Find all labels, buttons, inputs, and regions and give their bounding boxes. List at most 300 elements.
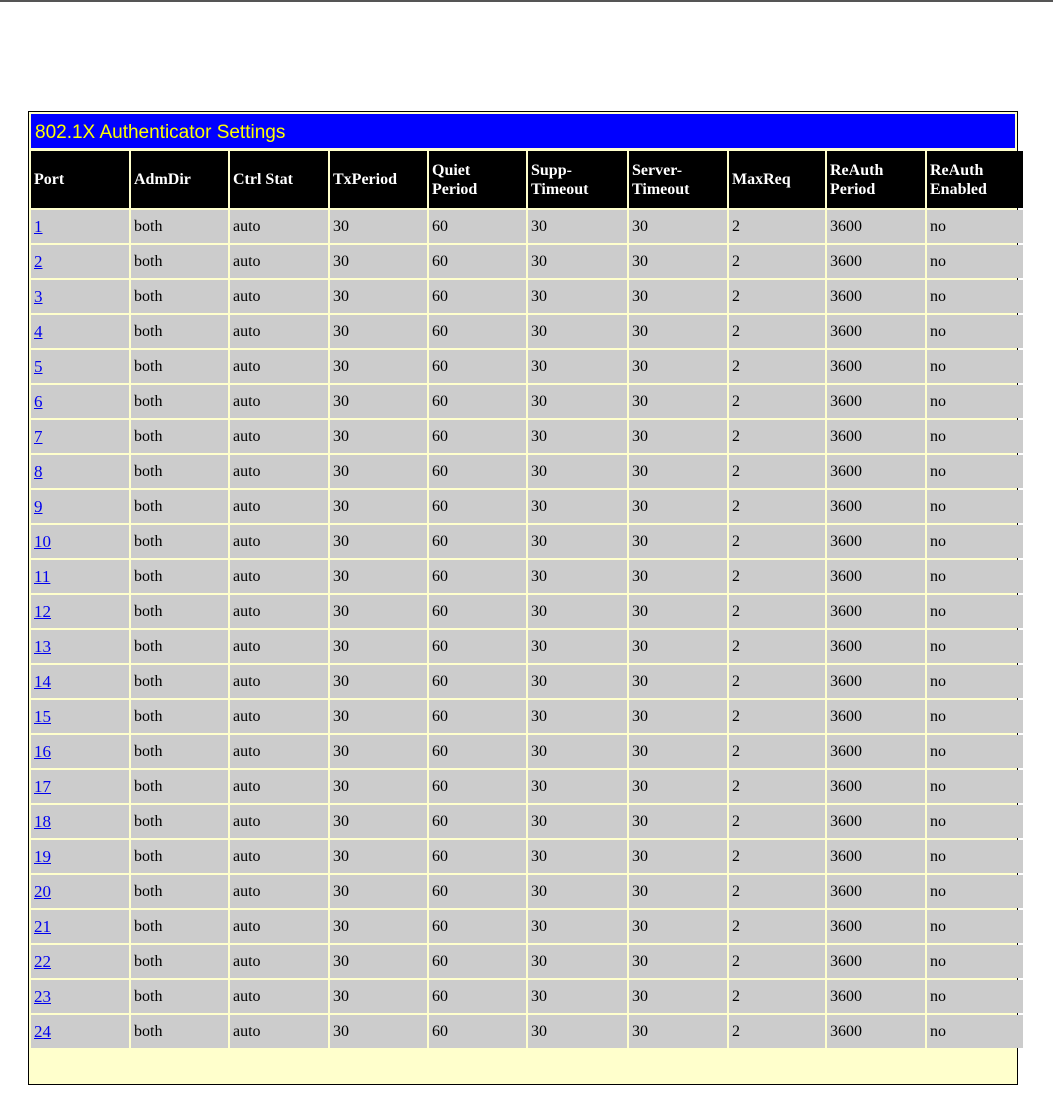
port-link[interactable]: 13 — [34, 636, 51, 656]
ctrl-stat-cell: auto — [230, 210, 328, 243]
quiet-period-cell: 60 — [429, 595, 526, 628]
ctrl-stat-cell: auto — [230, 595, 328, 628]
table-row — [31, 385, 1023, 418]
server-timeout-cell: 30 — [629, 210, 727, 243]
maxreq-cell: 2 — [729, 385, 825, 418]
port-link[interactable]: 10 — [34, 531, 51, 551]
supp-timeout-cell: 30 — [528, 840, 627, 873]
port-cell — [31, 245, 129, 278]
ctrl-stat-cell: auto — [230, 665, 328, 698]
port-cell — [31, 770, 129, 803]
table-row — [31, 595, 1023, 628]
admdir-cell: both — [131, 385, 228, 418]
reauth-enabled-cell: no — [927, 455, 1023, 488]
ctrl-stat-cell: auto — [230, 910, 328, 943]
port-cell — [31, 840, 129, 873]
port-link[interactable]: 16 — [34, 741, 51, 761]
txperiod-cell: 30 — [330, 945, 427, 978]
maxreq-cell: 2 — [729, 875, 825, 908]
ctrl-stat-cell: auto — [230, 560, 328, 593]
port-link[interactable]: 18 — [34, 811, 51, 831]
txperiod-cell: 30 — [330, 490, 427, 523]
supp-timeout-cell: 30 — [528, 1015, 627, 1048]
quiet-period-cell: 60 — [429, 245, 526, 278]
ctrl-stat-cell: auto — [230, 630, 328, 663]
supp-timeout-cell: 30 — [528, 770, 627, 803]
port-cell — [31, 525, 129, 558]
server-timeout-cell: 30 — [629, 350, 727, 383]
supp-timeout-cell: 30 — [528, 735, 627, 768]
admdir-cell: both — [131, 490, 228, 523]
quiet-period-cell: 60 — [429, 1015, 526, 1048]
server-timeout-cell: 30 — [629, 630, 727, 663]
port-cell — [31, 350, 129, 383]
reauth-enabled-cell: no — [927, 910, 1023, 943]
quiet-period-cell: 60 — [429, 735, 526, 768]
quiet-period-cell: 60 — [429, 910, 526, 943]
supp-timeout-cell: 30 — [528, 210, 627, 243]
reauth-period-cell: 3600 — [827, 490, 925, 523]
txperiod-cell: 30 — [330, 280, 427, 313]
port-link[interactable]: 11 — [34, 566, 51, 586]
supp-timeout-cell: 30 — [528, 490, 627, 523]
supp-timeout-cell: 30 — [528, 875, 627, 908]
server-timeout-cell: 30 — [629, 560, 727, 593]
ctrl-stat-cell: auto — [230, 385, 328, 418]
port-link[interactable]: 14 — [34, 671, 51, 691]
reauth-enabled-cell: no — [927, 665, 1023, 698]
table-row — [31, 980, 1023, 1013]
quiet-period-cell: 60 — [429, 525, 526, 558]
port-link[interactable]: 12 — [34, 601, 51, 621]
txperiod-cell: 30 — [330, 315, 427, 348]
ctrl-stat-cell: auto — [230, 245, 328, 278]
reauth-enabled-cell: no — [927, 630, 1023, 663]
port-link[interactable]: 3 — [34, 286, 43, 306]
txperiod-cell: 30 — [330, 525, 427, 558]
ctrl-stat-cell: auto — [230, 875, 328, 908]
maxreq-cell: 2 — [729, 735, 825, 768]
admdir-cell: both — [131, 525, 228, 558]
maxreq-cell: 2 — [729, 805, 825, 838]
server-timeout-cell: 30 — [629, 385, 727, 418]
supp-timeout-cell: 30 — [528, 455, 627, 488]
reauth-enabled-cell: no — [927, 245, 1023, 278]
admdir-cell: both — [131, 350, 228, 383]
ctrl-stat-cell: auto — [230, 945, 328, 978]
quiet-period-cell: 60 — [429, 630, 526, 663]
quiet-period-cell: 60 — [429, 875, 526, 908]
quiet-period-cell: 60 — [429, 945, 526, 978]
maxreq-cell: 2 — [729, 210, 825, 243]
maxreq-cell: 2 — [729, 630, 825, 663]
admdir-cell: both — [131, 980, 228, 1013]
reauth-period-cell: 3600 — [827, 805, 925, 838]
ctrl-stat-cell: auto — [230, 980, 328, 1013]
table-row — [31, 805, 1023, 838]
maxreq-cell: 2 — [729, 490, 825, 523]
server-timeout-cell: 30 — [629, 525, 727, 558]
quiet-period-cell: 60 — [429, 805, 526, 838]
reauth-enabled-cell: no — [927, 420, 1023, 453]
maxreq-cell: 2 — [729, 595, 825, 628]
port-cell — [31, 630, 129, 663]
supp-timeout-cell: 30 — [528, 910, 627, 943]
supp-timeout-cell: 30 — [528, 280, 627, 313]
port-cell — [31, 700, 129, 733]
col-ctrl-stat-header: Ctrl Stat — [230, 151, 328, 208]
server-timeout-cell: 30 — [629, 945, 727, 978]
table-row — [31, 280, 1023, 313]
txperiod-cell: 30 — [330, 910, 427, 943]
supp-timeout-cell: 30 — [528, 805, 627, 838]
admdir-cell: both — [131, 280, 228, 313]
maxreq-cell: 2 — [729, 455, 825, 488]
quiet-period-cell: 60 — [429, 980, 526, 1013]
reauth-period-cell: 3600 — [827, 350, 925, 383]
admdir-cell: both — [131, 210, 228, 243]
reauth-enabled-cell: no — [927, 840, 1023, 873]
table-row — [31, 665, 1023, 698]
supp-timeout-cell: 30 — [528, 315, 627, 348]
ctrl-stat-cell: auto — [230, 770, 328, 803]
panel-title: 802.1X Authenticator Settings — [31, 114, 1015, 148]
table-row — [31, 875, 1023, 908]
maxreq-cell: 2 — [729, 315, 825, 348]
reauth-period-cell: 3600 — [827, 525, 925, 558]
reauth-period-cell: 3600 — [827, 630, 925, 663]
supp-timeout-cell: 30 — [528, 595, 627, 628]
maxreq-cell: 2 — [729, 910, 825, 943]
txperiod-cell: 30 — [330, 210, 427, 243]
reauth-period-cell: 3600 — [827, 595, 925, 628]
col-quiet-period-header: Quiet Period — [429, 151, 526, 208]
txperiod-cell: 30 — [330, 840, 427, 873]
reauth-period-cell: 3600 — [827, 455, 925, 488]
port-cell — [31, 910, 129, 943]
table-row — [31, 560, 1023, 593]
ctrl-stat-cell: auto — [230, 700, 328, 733]
authenticator-settings-panel — [28, 111, 1018, 1085]
quiet-period-cell: 60 — [429, 210, 526, 243]
server-timeout-cell: 30 — [629, 875, 727, 908]
reauth-enabled-cell: no — [927, 805, 1023, 838]
supp-timeout-cell: 30 — [528, 385, 627, 418]
quiet-period-cell: 60 — [429, 560, 526, 593]
quiet-period-cell: 60 — [429, 420, 526, 453]
reauth-enabled-cell: no — [927, 875, 1023, 908]
server-timeout-cell: 30 — [629, 315, 727, 348]
txperiod-cell: 30 — [330, 385, 427, 418]
table-row — [31, 245, 1023, 278]
maxreq-cell: 2 — [729, 245, 825, 278]
port-cell — [31, 560, 129, 593]
port-cell — [31, 875, 129, 908]
server-timeout-cell: 30 — [629, 595, 727, 628]
reauth-enabled-cell: no — [927, 560, 1023, 593]
reauth-period-cell: 3600 — [827, 245, 925, 278]
reauth-period-cell: 3600 — [827, 560, 925, 593]
port-link[interactable]: 7 — [34, 426, 43, 446]
authenticator-table — [29, 149, 1025, 1050]
table-row — [31, 770, 1023, 803]
admdir-cell: both — [131, 700, 228, 733]
server-timeout-cell: 30 — [629, 735, 727, 768]
server-timeout-cell: 30 — [629, 490, 727, 523]
reauth-enabled-cell: no — [927, 945, 1023, 978]
txperiod-cell: 30 — [330, 735, 427, 768]
reauth-enabled-cell: no — [927, 385, 1023, 418]
admdir-cell: both — [131, 665, 228, 698]
port-cell — [31, 1015, 129, 1048]
port-cell — [31, 455, 129, 488]
supp-timeout-cell: 30 — [528, 630, 627, 663]
col-txperiod-header: TxPeriod — [330, 151, 427, 208]
reauth-period-cell: 3600 — [827, 700, 925, 733]
quiet-period-cell: 60 — [429, 315, 526, 348]
port-cell — [31, 665, 129, 698]
maxreq-cell: 2 — [729, 700, 825, 733]
port-cell — [31, 945, 129, 978]
col-reauth-period-header: ReAuth Period — [827, 151, 925, 208]
reauth-period-cell: 3600 — [827, 770, 925, 803]
table-row — [31, 420, 1023, 453]
port-link[interactable]: 4 — [34, 321, 43, 341]
port-cell — [31, 420, 129, 453]
port-link[interactable]: 20 — [34, 881, 51, 901]
maxreq-cell: 2 — [729, 280, 825, 313]
server-timeout-cell: 30 — [629, 420, 727, 453]
maxreq-cell: 2 — [729, 770, 825, 803]
ctrl-stat-cell: auto — [230, 350, 328, 383]
port-cell — [31, 280, 129, 313]
col-supp-timeout-header: Supp- Timeout — [528, 151, 627, 208]
admdir-cell: both — [131, 770, 228, 803]
maxreq-cell: 2 — [729, 525, 825, 558]
reauth-period-cell: 3600 — [827, 315, 925, 348]
port-cell — [31, 385, 129, 418]
txperiod-cell: 30 — [330, 770, 427, 803]
reauth-enabled-cell: no — [927, 770, 1023, 803]
port-link[interactable]: 8 — [34, 461, 43, 481]
table-row — [31, 630, 1023, 663]
supp-timeout-cell: 30 — [528, 420, 627, 453]
txperiod-cell: 30 — [330, 455, 427, 488]
table-row — [31, 315, 1023, 348]
admdir-cell: both — [131, 945, 228, 978]
table-row — [31, 840, 1023, 873]
ctrl-stat-cell: auto — [230, 525, 328, 558]
port-link[interactable]: 15 — [34, 706, 51, 726]
reauth-enabled-cell: no — [927, 490, 1023, 523]
port-link[interactable]: 2 — [34, 251, 43, 271]
supp-timeout-cell: 30 — [528, 350, 627, 383]
admdir-cell: both — [131, 910, 228, 943]
server-timeout-cell: 30 — [629, 245, 727, 278]
supp-timeout-cell: 30 — [528, 700, 627, 733]
ctrl-stat-cell: auto — [230, 735, 328, 768]
col-server-timeout-header: Server- Timeout — [629, 151, 727, 208]
server-timeout-cell: 30 — [629, 840, 727, 873]
txperiod-cell: 30 — [330, 595, 427, 628]
reauth-period-cell: 3600 — [827, 385, 925, 418]
server-timeout-cell: 30 — [629, 1015, 727, 1048]
maxreq-cell: 2 — [729, 840, 825, 873]
port-cell — [31, 315, 129, 348]
table-row — [31, 210, 1023, 243]
supp-timeout-cell: 30 — [528, 525, 627, 558]
server-timeout-cell: 30 — [629, 770, 727, 803]
reauth-enabled-cell: no — [927, 210, 1023, 243]
admdir-cell: both — [131, 1015, 228, 1048]
quiet-period-cell: 60 — [429, 455, 526, 488]
server-timeout-cell: 30 — [629, 455, 727, 488]
admdir-cell: both — [131, 875, 228, 908]
txperiod-cell: 30 — [330, 700, 427, 733]
port-link[interactable]: 1 — [34, 216, 43, 236]
reauth-enabled-cell: no — [927, 350, 1023, 383]
maxreq-cell: 2 — [729, 1015, 825, 1048]
port-link[interactable]: 17 — [34, 776, 51, 796]
admdir-cell: both — [131, 595, 228, 628]
table-row — [31, 525, 1023, 558]
quiet-period-cell: 60 — [429, 385, 526, 418]
ctrl-stat-cell: auto — [230, 490, 328, 523]
reauth-period-cell: 3600 — [827, 980, 925, 1013]
port-link[interactable]: 19 — [34, 846, 51, 866]
server-timeout-cell: 30 — [629, 280, 727, 313]
port-link[interactable]: 22 — [34, 951, 51, 971]
ctrl-stat-cell: auto — [230, 280, 328, 313]
port-link[interactable]: 9 — [34, 496, 43, 516]
quiet-period-cell: 60 — [429, 770, 526, 803]
port-cell — [31, 210, 129, 243]
supp-timeout-cell: 30 — [528, 665, 627, 698]
txperiod-cell: 30 — [330, 1015, 427, 1048]
ctrl-stat-cell: auto — [230, 315, 328, 348]
reauth-period-cell: 3600 — [827, 1015, 925, 1048]
col-reauth-enabled-header: ReAuth Enabled — [927, 151, 1023, 208]
port-link[interactable]: 24 — [34, 1021, 51, 1041]
top-divider — [0, 0, 1053, 2]
reauth-enabled-cell: no — [927, 980, 1023, 1013]
table-row — [31, 1015, 1023, 1048]
txperiod-cell: 30 — [330, 560, 427, 593]
supp-timeout-cell: 30 — [528, 945, 627, 978]
supp-timeout-cell: 30 — [528, 980, 627, 1013]
table-row — [31, 455, 1023, 488]
reauth-enabled-cell: no — [927, 525, 1023, 558]
ctrl-stat-cell: auto — [230, 420, 328, 453]
port-link[interactable]: 5 — [34, 356, 43, 376]
col-maxreq-header: MaxReq — [729, 151, 825, 208]
port-cell — [31, 735, 129, 768]
admdir-cell: both — [131, 805, 228, 838]
table-row — [31, 910, 1023, 943]
port-cell — [31, 805, 129, 838]
reauth-period-cell: 3600 — [827, 280, 925, 313]
header-row — [31, 151, 1023, 208]
reauth-enabled-cell: no — [927, 735, 1023, 768]
reauth-enabled-cell: no — [927, 700, 1023, 733]
reauth-enabled-cell: no — [927, 315, 1023, 348]
txperiod-cell: 30 — [330, 805, 427, 838]
reauth-period-cell: 3600 — [827, 210, 925, 243]
quiet-period-cell: 60 — [429, 350, 526, 383]
port-cell — [31, 980, 129, 1013]
txperiod-cell: 30 — [330, 350, 427, 383]
txperiod-cell: 30 — [330, 420, 427, 453]
ctrl-stat-cell: auto — [230, 1015, 328, 1048]
txperiod-cell: 30 — [330, 245, 427, 278]
table-row — [31, 735, 1023, 768]
txperiod-cell: 30 — [330, 630, 427, 663]
quiet-period-cell: 60 — [429, 665, 526, 698]
maxreq-cell: 2 — [729, 350, 825, 383]
table-row — [31, 700, 1023, 733]
admdir-cell: both — [131, 840, 228, 873]
supp-timeout-cell: 30 — [528, 245, 627, 278]
reauth-period-cell: 3600 — [827, 420, 925, 453]
admdir-cell: both — [131, 245, 228, 278]
port-cell — [31, 595, 129, 628]
maxreq-cell: 2 — [729, 945, 825, 978]
reauth-period-cell: 3600 — [827, 945, 925, 978]
admdir-cell: both — [131, 735, 228, 768]
maxreq-cell: 2 — [729, 560, 825, 593]
admdir-cell: both — [131, 315, 228, 348]
reauth-enabled-cell: no — [927, 1015, 1023, 1048]
txperiod-cell: 30 — [330, 875, 427, 908]
server-timeout-cell: 30 — [629, 910, 727, 943]
port-link[interactable]: 6 — [34, 391, 43, 411]
reauth-period-cell: 3600 — [827, 735, 925, 768]
maxreq-cell: 2 — [729, 420, 825, 453]
reauth-period-cell: 3600 — [827, 875, 925, 908]
txperiod-cell: 30 — [330, 665, 427, 698]
table-row — [31, 490, 1023, 523]
table-row — [31, 350, 1023, 383]
supp-timeout-cell: 30 — [528, 560, 627, 593]
ctrl-stat-cell: auto — [230, 805, 328, 838]
quiet-period-cell: 60 — [429, 490, 526, 523]
table-row — [31, 945, 1023, 978]
server-timeout-cell: 30 — [629, 700, 727, 733]
maxreq-cell: 2 — [729, 980, 825, 1013]
server-timeout-cell: 30 — [629, 980, 727, 1013]
server-timeout-cell: 30 — [629, 805, 727, 838]
port-link[interactable]: 21 — [34, 916, 51, 936]
col-port-header: Port — [31, 151, 129, 208]
admdir-cell: both — [131, 455, 228, 488]
reauth-period-cell: 3600 — [827, 665, 925, 698]
reauth-enabled-cell: no — [927, 595, 1023, 628]
port-cell — [31, 490, 129, 523]
quiet-period-cell: 60 — [429, 700, 526, 733]
admdir-cell: both — [131, 420, 228, 453]
quiet-period-cell: 60 — [429, 840, 526, 873]
admdir-cell: both — [131, 630, 228, 663]
maxreq-cell: 2 — [729, 665, 825, 698]
ctrl-stat-cell: auto — [230, 840, 328, 873]
txperiod-cell: 30 — [330, 980, 427, 1013]
reauth-period-cell: 3600 — [827, 910, 925, 943]
ctrl-stat-cell: auto — [230, 455, 328, 488]
quiet-period-cell: 60 — [429, 280, 526, 313]
col-admdir-header: AdmDir — [131, 151, 228, 208]
server-timeout-cell: 30 — [629, 665, 727, 698]
port-link[interactable]: 23 — [34, 986, 51, 1006]
